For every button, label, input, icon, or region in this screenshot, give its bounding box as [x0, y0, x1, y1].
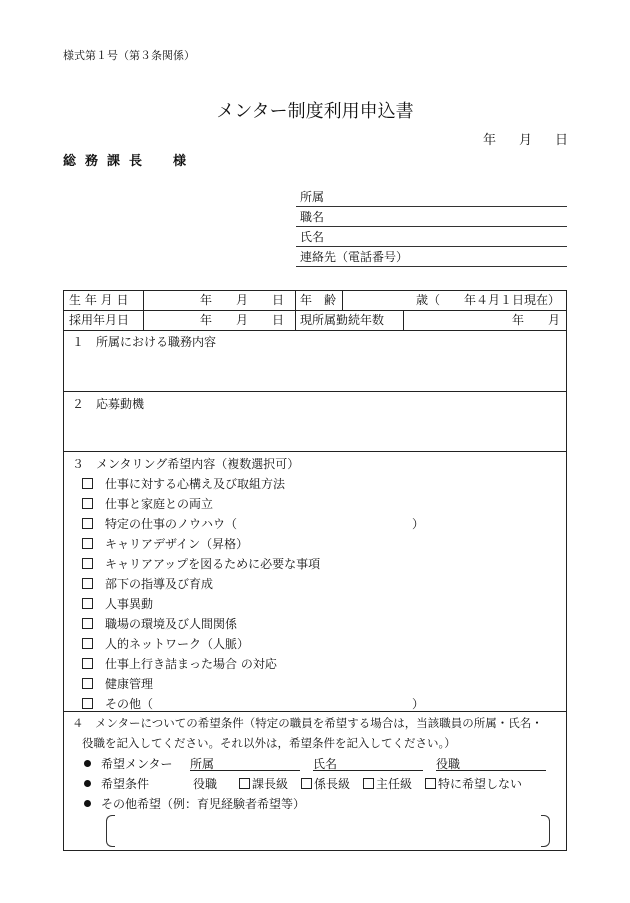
- application-table: [63, 290, 567, 851]
- birth-date-value[interactable]: 年 月 日: [200, 293, 285, 307]
- mentor-name-field[interactable]: [313, 770, 423, 771]
- date-day-label: 日: [555, 133, 569, 148]
- checkbox-icon[interactable]: [82, 558, 93, 569]
- applicant-contact-field[interactable]: 連絡先（電話番号）: [296, 248, 567, 267]
- tenure-value[interactable]: 年 月: [512, 313, 561, 327]
- section-mentor-conditions-label: ４ メンターについての希望条件（特定の職員を希望する場合は，当該職員の所属・氏名・: [72, 716, 543, 730]
- tenure-label: 現所属勤続年数: [300, 313, 385, 327]
- hire-date-value[interactable]: 年 月 日: [200, 313, 285, 327]
- checkbox-item[interactable]: 部下の指導及び育成: [82, 575, 213, 592]
- mentor-post-label: 役職: [436, 757, 461, 771]
- checkbox-icon[interactable]: [425, 778, 436, 789]
- mentor-affiliation-label: 所属: [190, 757, 215, 771]
- hire-date-label: 採用年月日: [69, 313, 130, 327]
- checkbox-item[interactable]: 仕事と家庭との両立: [82, 495, 213, 512]
- checkbox-item[interactable]: 人的ネットワーク（人脈）: [82, 635, 249, 652]
- date-month-label: 月: [519, 133, 533, 148]
- addressee-honorific: 様: [173, 154, 187, 169]
- checkbox-icon[interactable]: [363, 778, 374, 789]
- checkbox-icon[interactable]: [82, 638, 93, 649]
- checkbox-icon[interactable]: [82, 478, 93, 489]
- section-mentoring-label: ３ メンタリング希望内容（複数選択可）: [72, 457, 300, 471]
- age-value[interactable]: 歳（ 年４月１日現在）: [416, 293, 561, 307]
- section-motivation-label: ２ 応募動機: [72, 397, 145, 411]
- age-label: 年 齢: [300, 293, 337, 307]
- checkbox-icon[interactable]: [82, 538, 93, 549]
- left-bracket: [106, 815, 115, 847]
- option-subsection-chief[interactable]: 係長級: [301, 775, 350, 792]
- checkbox-icon[interactable]: [82, 678, 93, 689]
- applicant-affiliation-field[interactable]: 所属: [296, 188, 567, 207]
- checkbox-item[interactable]: 職場の環境及び人間関係: [82, 615, 237, 632]
- page-title: メンター制度利用申込書: [216, 101, 414, 122]
- checkbox-item[interactable]: キャリアアップを図るために必要な事項: [82, 555, 320, 572]
- addressee: 総務課長: [63, 154, 152, 169]
- section-mentor-conditions-note: 役職を記入してください。それ以外は，希望条件を記入してください。）: [82, 736, 456, 750]
- date-year-label: 年: [483, 133, 497, 148]
- checkbox-icon[interactable]: [82, 658, 93, 669]
- bullet-icon: [84, 760, 91, 767]
- checkbox-icon[interactable]: [301, 778, 312, 789]
- checkbox-item[interactable]: 健康管理: [82, 675, 153, 692]
- condition-post-label: 役職: [193, 777, 218, 791]
- other-request-field[interactable]: [118, 815, 538, 845]
- close-paren: ）: [412, 517, 425, 531]
- mentor-post-field[interactable]: [436, 770, 546, 771]
- condition-row: 希望条件: [84, 775, 149, 792]
- checkbox-icon[interactable]: [82, 598, 93, 609]
- checkbox-item[interactable]: 人事異動: [82, 595, 153, 612]
- checkbox-item[interactable]: その他（: [82, 695, 153, 712]
- mentor-name-label: 氏名: [313, 757, 338, 771]
- checkbox-icon[interactable]: [82, 498, 93, 509]
- checkbox-icon[interactable]: [82, 618, 93, 629]
- checkbox-icon[interactable]: [82, 698, 93, 709]
- option-section-chief[interactable]: 課長級: [239, 775, 288, 792]
- form-number: 様式第１号（第３条関係）: [63, 49, 195, 62]
- right-bracket: [541, 815, 550, 847]
- other-request-row: その他希望（例：育児経験者希望等）: [84, 795, 305, 812]
- checkbox-icon[interactable]: [239, 778, 250, 789]
- checkbox-icon[interactable]: [82, 518, 93, 529]
- mentor-affiliation-field[interactable]: [190, 770, 300, 771]
- checkbox-item[interactable]: 特定の仕事のノウハウ（: [82, 515, 237, 532]
- close-paren: ）: [412, 697, 425, 711]
- checkbox-item[interactable]: 仕事上行き詰まった場合 の対応: [82, 655, 277, 672]
- bullet-icon: [84, 780, 91, 787]
- birth-date-label: 生 年 月 日: [69, 293, 129, 307]
- bullet-icon: [84, 800, 91, 807]
- checkbox-item[interactable]: キャリアデザイン（昇格）: [82, 535, 248, 552]
- option-senior-staff[interactable]: 主任級: [363, 775, 412, 792]
- checkbox-item[interactable]: 仕事に対する心構え及び取組方法: [82, 475, 285, 492]
- checkbox-icon[interactable]: [82, 578, 93, 589]
- mentor-request-row: 希望メンター: [84, 755, 173, 772]
- section-duties-label: １ 所属における職務内容: [72, 335, 217, 349]
- applicant-name-field[interactable]: 氏名: [296, 228, 567, 247]
- option-no-preference[interactable]: 特に希望しない: [425, 775, 522, 792]
- applicant-position-field[interactable]: 職名: [296, 208, 567, 227]
